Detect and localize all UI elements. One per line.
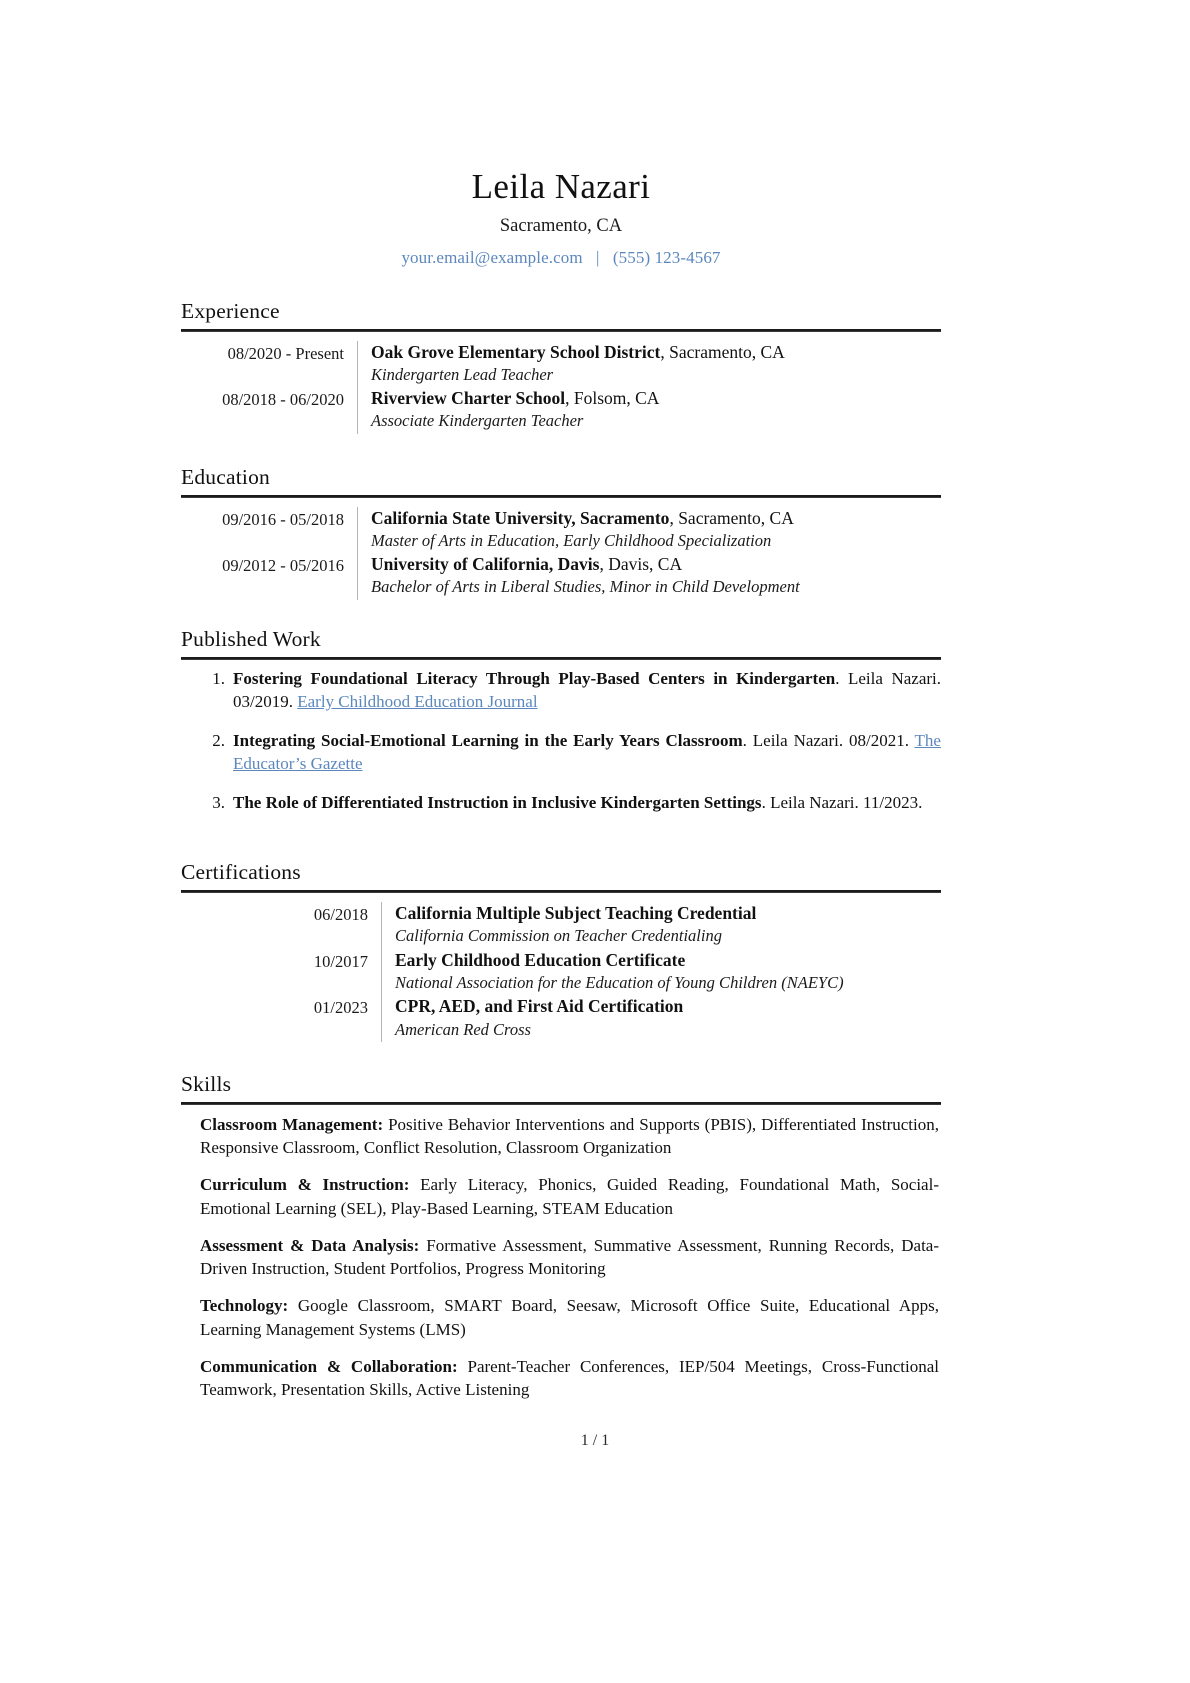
phone-link[interactable]: (555) 123-4567: [612, 247, 721, 267]
publication-text: [233, 791, 941, 814]
page-indicator: 1 / 1: [580, 1432, 610, 1449]
certification-issuer: National Association for the Education of Young Children (NAEYC): [395, 972, 844, 992]
publication-number: 3.: [212, 793, 225, 813]
publication-number: 2.: [212, 730, 225, 750]
skill-category: Technology:: [200, 1296, 289, 1316]
entry-date: 09/2016 - 05/2018: [222, 509, 344, 529]
skill-category: Curriculum & Instruction:: [200, 1175, 410, 1195]
page-title: Leila Nazari: [471, 167, 651, 206]
certification-name: Early Childhood Education Certificate: [395, 949, 686, 970]
skill-items: Positive Behavior Interventions and Supports (PBIS), Differentiated Instruction, Responsive Classroom, Conflict Resolution, Classroom Organization: [200, 1114, 939, 1158]
skill-category: Communication & Collaboration:: [200, 1357, 458, 1377]
certification-entry: [181, 949, 941, 996]
section-heading-experience: Experience: [181, 298, 280, 323]
certification-issuer: American Red Cross: [395, 1019, 531, 1039]
section-education: [181, 465, 941, 600]
publication-text: [233, 729, 941, 775]
skill-group: [200, 1234, 939, 1281]
skill-group: [200, 1173, 939, 1220]
entry-content: [381, 949, 941, 996]
job-title: Kindergarten Lead Teacher: [371, 364, 554, 384]
publication-authors-date: . Leila Nazari. 11/2023.: [761, 793, 923, 813]
entry-date: 09/2012 - 05/2016: [222, 556, 344, 576]
employer-location: , Folsom, CA: [565, 388, 660, 409]
list-item: [181, 729, 941, 775]
entry-headline: [371, 387, 941, 410]
entry-content: [381, 995, 941, 1042]
entry-headline: [371, 507, 941, 530]
entry-content: [357, 553, 941, 600]
skill-items: Formative Assessment, Summative Assessment, Running Records, Data-Driven Instruction, Student Portfolios, Progress Monitoring: [200, 1235, 939, 1279]
entry-headline: [395, 902, 941, 925]
section-heading-certifications: Certifications: [181, 860, 301, 885]
certification-name: CPR, AED, and First Aid Certification: [395, 996, 684, 1017]
entry-content: [357, 387, 941, 434]
email-link[interactable]: your.email@example.com: [401, 247, 583, 267]
employer-name: Riverview Charter School: [371, 388, 566, 409]
skill-group: [200, 1113, 939, 1160]
experience-entry: [181, 387, 941, 434]
certification-entry: [181, 995, 941, 1042]
school-location: , Sacramento, CA: [669, 507, 794, 528]
list-item: [181, 791, 941, 814]
certification-issuer: California Commission on Teacher Credentialing: [395, 926, 722, 946]
experience-entry: [181, 341, 941, 388]
publication-title: Fostering Foundational Literacy Through Play-Based Centers in Kindergarten: [233, 668, 836, 688]
skills-list: [181, 1105, 941, 1402]
entry-content: [357, 341, 941, 388]
publication-journal-link[interactable]: Early Childhood Education Journal: [297, 691, 538, 711]
publication-text: [233, 667, 941, 713]
school-location: , Davis, CA: [599, 554, 683, 575]
skill-group: [200, 1355, 939, 1402]
school-name: California State University, Sacramento: [371, 507, 670, 528]
section-heading-published-work: Published Work: [181, 626, 321, 651]
entry-content: [357, 507, 941, 554]
publication-title: Integrating Social-Emotional Learning in the Early Years Classroom: [233, 730, 743, 750]
entry-headline: [371, 553, 941, 576]
publication-authors-date: . Leila Nazari. 03/2019.: [233, 668, 941, 711]
publication-authors-date: . Leila Nazari. 08/2021.: [742, 730, 915, 750]
resume-header: [181, 0, 941, 268]
entry-headline: [395, 995, 941, 1018]
skill-category: Assessment & Data Analysis:: [200, 1235, 420, 1255]
skill-items: Parent-Teacher Conferences, IEP/504 Meetings, Cross-Functional Teamwork, Presentation Skills, Active Listening: [200, 1357, 939, 1400]
list-item: [181, 667, 941, 713]
entry-headline: [371, 341, 941, 364]
publication-title: The Role of Differentiated Instruction in Inclusive Kindergarten Settings: [233, 793, 762, 813]
entry-date: 08/2020 - Present: [227, 343, 344, 363]
page-footer: [0, 1432, 1190, 1450]
section-heading-education: Education: [181, 464, 270, 489]
education-entry: [181, 507, 941, 554]
publication-number: 1.: [212, 668, 225, 688]
section-skills: [181, 1072, 941, 1402]
certification-entry: [181, 902, 941, 949]
header-location: Sacramento, CA: [499, 215, 623, 236]
employer-location: , Sacramento, CA: [660, 341, 785, 362]
skill-category: Classroom Management:: [200, 1114, 384, 1134]
school-name: University of California, Davis: [371, 554, 600, 575]
section-heading-skills: Skills: [181, 1071, 232, 1096]
publication-journal-link[interactable]: The Educator’s Gazette: [233, 730, 941, 773]
entry-date: 10/2017: [313, 951, 368, 971]
contact-separator: |: [596, 247, 600, 267]
entry-headline: [395, 949, 941, 972]
skill-group: [200, 1294, 939, 1341]
entry-date: 01/2023: [313, 998, 368, 1018]
job-title: Associate Kindergarten Teacher: [371, 411, 584, 431]
education-entry: [181, 553, 941, 600]
skill-items: Early Literacy, Phonics, Guided Reading, Foundational Math, Social-Emotional Learning (SEL), Play-Based Learning, STEAM Education: [200, 1175, 939, 1218]
section-certifications: [181, 860, 941, 1042]
entry-date: 08/2018 - 06/2020: [222, 390, 344, 410]
section-experience: [181, 299, 941, 434]
certification-name: California Multiple Subject Teaching Credential: [395, 903, 757, 924]
header-contact-line: [181, 248, 941, 268]
degree: Master of Arts in Education, Early Childhood Specialization: [371, 530, 772, 550]
employer-name: Oak Grove Elementary School District: [371, 341, 661, 362]
entry-date: 06/2018: [313, 905, 368, 925]
section-published-work: [181, 627, 941, 815]
degree: Bachelor of Arts in Liberal Studies, Minor in Child Development: [371, 577, 800, 597]
entry-content: [381, 902, 941, 949]
skill-items: Google Classroom, SMART Board, Seesaw, Microsoft Office Suite, Educational Apps, Learning Management Systems (LMS): [200, 1296, 939, 1339]
publication-list: [181, 660, 941, 815]
